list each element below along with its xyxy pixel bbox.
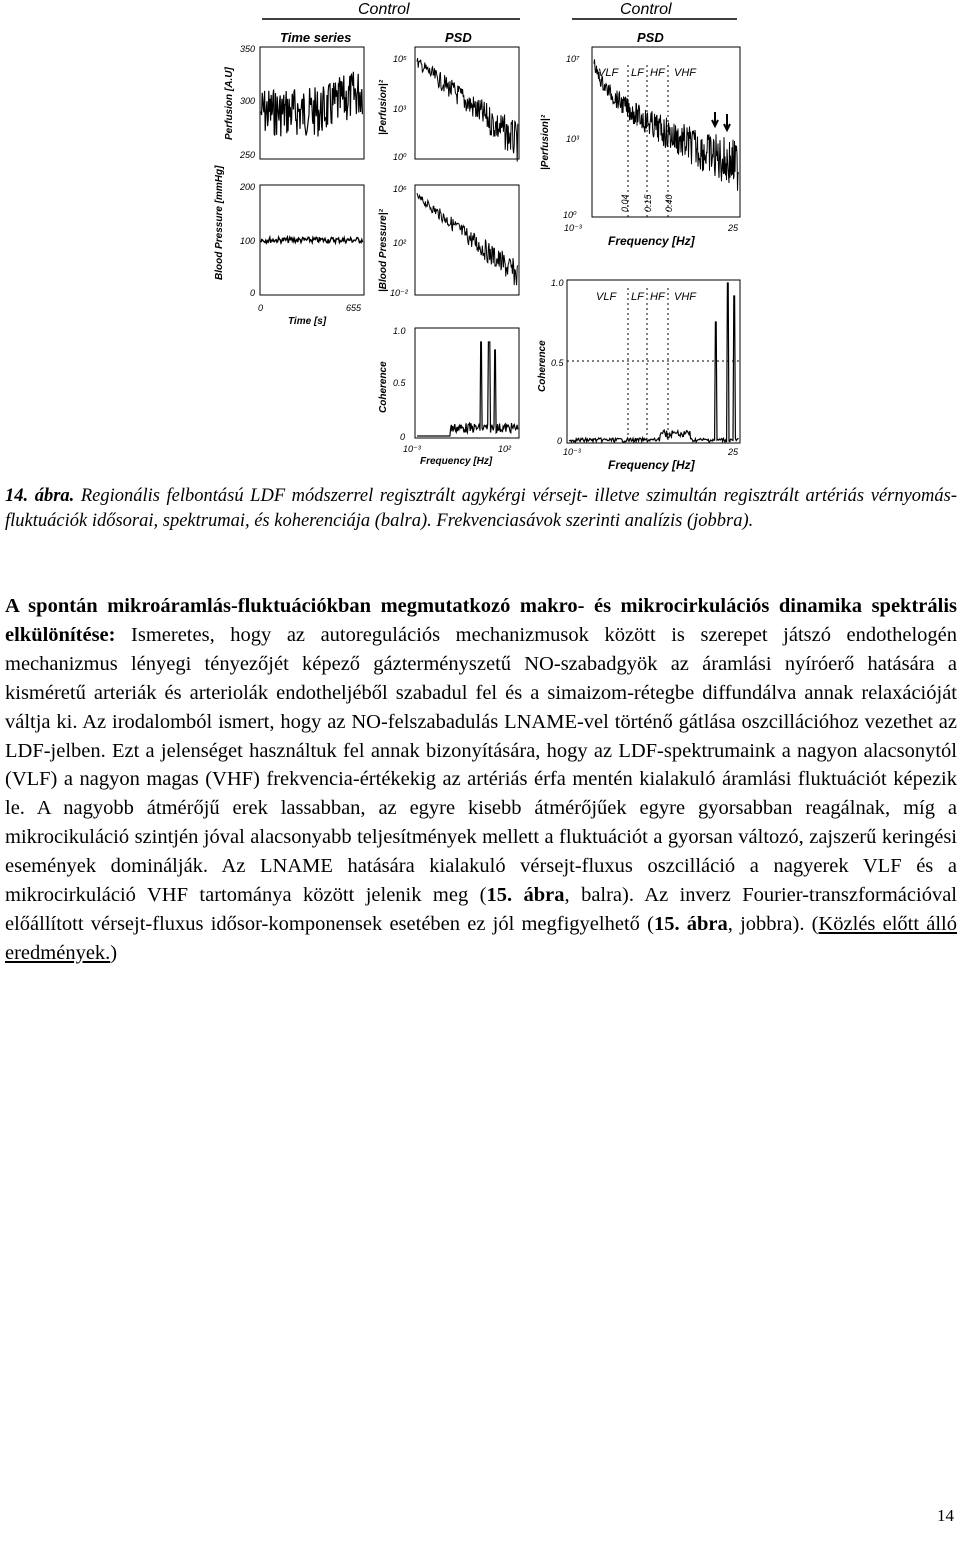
coh-band-lf: LF bbox=[631, 291, 644, 303]
coh-right-xlabel: Frequency [Hz] bbox=[608, 458, 695, 472]
psd-plot-right bbox=[540, 30, 740, 248]
psd-perf-tick-bottom: 10⁰ bbox=[393, 152, 407, 162]
coh-band-vlf: VLF bbox=[596, 291, 617, 303]
figure-ref-1: 15. ábra bbox=[486, 884, 565, 907]
coh-right-tick-05: 0.5 bbox=[551, 358, 564, 368]
psd-right-xlabel: Frequency [Hz] bbox=[608, 234, 695, 248]
bp-tick-200: 200 bbox=[240, 182, 256, 192]
psd-bp-tick-top: 10⁶ bbox=[393, 184, 407, 194]
body-text-1: Ismeretes, hogy az autoregulációs mechanizmusok között is szerepet játszó endothelogén mechanizmus lényegi tényezőjét képező gázterményszetű NO-szabadgyök az áramlási nyíróerő hatására a kisméretű arteriák és arteriolák endotheljéből szabadul fel és a simaizom-rétegbe diffundálva annak relaxációját váltja ki. Az irodalomból ismert, hogy az NO-felszabadulás LNAME-vel történő gátlása oszcillációhoz vezethet az LDF-jelben. Ezt a jelenséget használtuk fel annak bizonyítására, hogy az LDF-spektrumaink a nagyon alacsonytól (VLF) a nagyon magas (VHF) frekvencia-értékekig az artériás érfa mentén kialakuló áramlási fluktuációt képezik le. A nagyobb átmérőjű erek lassabban, az egyre kisebb átmérőjűek egyre gyorsabban reagálnak, míg a mikrocikuláció szintjén jóval alacsonyabb teljesítmények mellett a fluktuációt a gyorsan változó, zajszerű keringési események dominálják. Az LNAME hatására kialakuló vérsejt-fluxus oszcilláció a nagyerek VLF és a mikrocirkuláció VHF tartománya között jelenik meg ( bbox=[5, 623, 957, 907]
page-number: 14 bbox=[937, 1506, 954, 1525]
psd-bp-tick-bottom: 10⁻² bbox=[390, 288, 408, 298]
psd-bp-plot bbox=[378, 184, 519, 298]
psd-perfusion-plot bbox=[378, 30, 519, 162]
figure-ref-2: 15. ábra bbox=[653, 912, 728, 935]
unpublished-results-link[interactable]: Közlés előtt álló eredmények. bbox=[5, 912, 958, 964]
body-paragraph bbox=[5, 592, 957, 968]
body-text-4: ) bbox=[110, 941, 118, 964]
coh-left-xtick-max: 10² bbox=[498, 444, 512, 454]
psd-perfusion-ylabel: |Perfusion|² bbox=[378, 79, 389, 135]
psd-bp-tick-mid: 10² bbox=[393, 238, 407, 248]
psd-right-xtick-max: 25 bbox=[728, 223, 739, 233]
psd-right-xtick-min: 10⁻³ bbox=[564, 223, 582, 233]
time-tick-655: 655 bbox=[346, 303, 362, 313]
coh-left-ylabel: Coherence bbox=[378, 361, 389, 413]
band-hf: HF bbox=[650, 67, 665, 79]
caption-text: Regionális felbontású LDF módszerrel regisztrált agykérgi vérsejt- illetve szimultán regisztrált artériás vérnyomás-fluktuációk idősorai, spektrumai, és koherenciája (balra). Frekvenciasávok szerinti analízis (jobbra). bbox=[5, 486, 957, 531]
band-vhf: VHF bbox=[674, 67, 696, 79]
bp-ylabel: Blood Pressure [mmHg] bbox=[214, 165, 225, 280]
figure-14 bbox=[0, 0, 960, 478]
psd-perf-tick-mid: 10³ bbox=[393, 104, 407, 114]
right-panel-title: Control bbox=[620, 1, 672, 18]
coh-left-tick-05: 0.5 bbox=[393, 378, 406, 388]
psd-bp-ylabel: |Blood Pressure|² bbox=[378, 209, 389, 292]
perf-tick-350: 350 bbox=[240, 44, 256, 54]
time-tick-0: 0 bbox=[258, 303, 264, 313]
coh-band-hf: HF bbox=[650, 291, 665, 303]
coh-left-xlabel: Frequency [Hz] bbox=[420, 456, 493, 467]
body-text-3: , jobbra). ( bbox=[727, 912, 819, 935]
coh-left-tick-1: 1.0 bbox=[393, 326, 406, 336]
psd-perf-tick-top: 10⁵ bbox=[393, 54, 407, 64]
perf-tick-300: 300 bbox=[240, 96, 256, 106]
left-panel-title: Control bbox=[358, 1, 410, 18]
psd-right-ylabel: |Perfusion|² bbox=[540, 114, 551, 170]
coh-right-tick-1: 1.0 bbox=[551, 278, 564, 288]
coh-left-tick-0: 0 bbox=[400, 432, 406, 442]
coh-right-xtick-max: 25 bbox=[728, 447, 739, 457]
bp-tick-100: 100 bbox=[240, 236, 256, 246]
coh-right-xtick-min: 10⁻³ bbox=[563, 447, 581, 457]
coh-right-tick-0: 0 bbox=[557, 436, 563, 446]
perf-tick-250: 250 bbox=[240, 150, 256, 160]
time-series-bp-plot bbox=[214, 165, 364, 327]
time-series-label: Time series bbox=[280, 30, 352, 45]
coh-left-xtick-min: 10⁻³ bbox=[403, 444, 421, 454]
coh-band-vhf: VHF bbox=[674, 291, 696, 303]
psd-right-tick-mid: 10³ bbox=[566, 134, 580, 144]
perfusion-ylabel: Perfusion [A.U] bbox=[224, 67, 235, 140]
psd-label-right: PSD bbox=[637, 30, 664, 45]
section-heading: A spontán mikroáramlás-fluktuációkban megmutatkozó makro- és mikrocirkulációs dinamika spektrális elkülönítése: bbox=[5, 595, 957, 646]
psd-label-left: PSD bbox=[445, 30, 472, 45]
time-xlabel: Time [s] bbox=[288, 316, 327, 327]
band-vlf: VLF bbox=[598, 67, 619, 79]
coherence-plot-right bbox=[537, 278, 740, 472]
band-lf: LF bbox=[631, 67, 644, 79]
figure-caption bbox=[5, 484, 957, 534]
psd-right-tick-bottom: 10⁰ bbox=[563, 210, 577, 220]
coherence-plot-left bbox=[378, 326, 519, 467]
bp-tick-0: 0 bbox=[250, 288, 256, 298]
caption-label: 14. ábra. bbox=[5, 486, 75, 506]
limit-004: 0.04 bbox=[620, 194, 630, 212]
limit-015: 0.15 bbox=[643, 194, 653, 212]
coh-right-ylabel: Coherence bbox=[537, 340, 548, 392]
time-series-perfusion-plot bbox=[224, 30, 364, 160]
body-text-2: , balra). Az inverz Fourier-transzformációval előállított vérsejt-fluxus idősor-komponensek esetében ez jól megfigyelhető ( bbox=[5, 884, 957, 935]
limit-040: 0.40 bbox=[664, 194, 674, 212]
psd-right-tick-top: 10⁷ bbox=[566, 54, 580, 64]
